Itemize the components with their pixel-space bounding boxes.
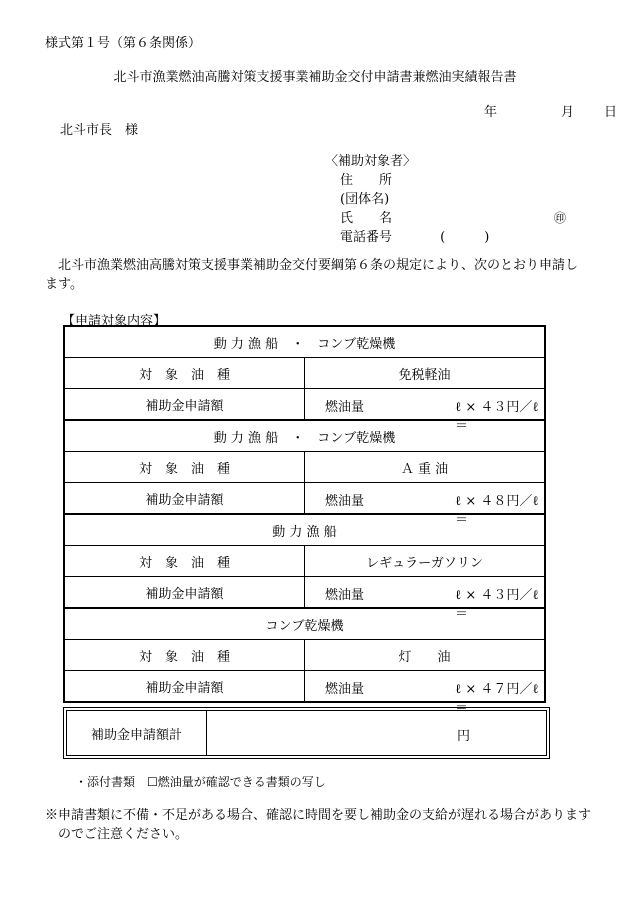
- date-day[interactable]: 日: [604, 105, 618, 120]
- formula: ℓ × ４３円／ℓ ＝: [455, 588, 552, 622]
- applicant-heading: 〈補助対象者〉: [325, 154, 417, 169]
- amount-label: 補助金申請額: [64, 671, 305, 703]
- block-header: 動 力 漁 船: [64, 514, 545, 546]
- fuel-type-label: 対 象 油 種: [64, 452, 305, 483]
- block-header: 動 力 漁 船 ・ コンブ乾燥機: [64, 420, 545, 452]
- fuel-type-value: Ａ 重 油: [305, 452, 546, 483]
- name-label: 氏 名: [340, 211, 393, 226]
- amount-field[interactable]: [305, 483, 552, 528]
- fuel-type-row: [64, 358, 545, 389]
- block-header: コンブ乾燥機: [64, 608, 545, 640]
- fuel-type-label: 対 象 油 種: [64, 358, 305, 389]
- fuel-type-value: レギュラーガソリン: [305, 546, 546, 577]
- fuel-type-value: 免税軽油: [305, 358, 546, 389]
- total-unit[interactable]: 円: [457, 729, 471, 744]
- amount-row: [64, 577, 545, 609]
- amount-label: 補助金申請額: [64, 577, 305, 609]
- form-number: 様式第１号（第６条関係）: [45, 36, 202, 51]
- qty-label: 燃油量: [325, 400, 365, 415]
- amount-field[interactable]: [305, 577, 552, 622]
- application-table: [63, 325, 552, 716]
- fuel-type-label: 対 象 油 種: [64, 546, 305, 577]
- address-label: 住 所: [340, 173, 393, 188]
- fuel-type-label: 対 象 油 種: [64, 640, 305, 671]
- fuel-type-value: 灯 油: [305, 640, 546, 671]
- block-header: 動 力 漁 船 ・ コンブ乾燥機: [64, 326, 545, 358]
- qty-label: 燃油量: [325, 682, 365, 697]
- date-line: [484, 101, 617, 120]
- addressee: 北斗市長 様: [60, 123, 139, 138]
- amount-row: [64, 389, 545, 421]
- section-label: 【申請対象内容】: [62, 314, 167, 329]
- formula: ℓ × ４７円／ℓ ＝: [455, 682, 552, 716]
- block-header-row: [64, 326, 545, 358]
- total-label: 補助金申請額計: [67, 711, 207, 755]
- applicant-block: [325, 152, 567, 247]
- phone-label: 電話番号: [340, 230, 393, 245]
- formula: ℓ × ４３円／ℓ ＝: [455, 400, 552, 434]
- amount-field[interactable]: [305, 389, 552, 434]
- group-label: (団体名): [340, 192, 390, 207]
- date-year[interactable]: 年: [484, 105, 498, 120]
- qty-label: 燃油量: [325, 588, 365, 603]
- amount-label: 補助金申請額: [64, 389, 305, 421]
- amount-label: 補助金申請額: [64, 483, 305, 515]
- amount-row: [64, 483, 545, 515]
- fuel-type-row: [64, 452, 545, 483]
- body-text: 北斗市漁業燃油高騰対策支援事業補助金交付要綱第６条の規定により、次のとおり申請します。: [45, 258, 579, 292]
- seal-icon: ㊞: [554, 211, 567, 225]
- formula: ℓ × ４８円／ℓ ＝: [455, 494, 552, 528]
- note-text: ※申請書類に不備・不足がある場合、確認に時間を要し補助金の支給が遅れる場合がありますのでご注意ください。: [45, 808, 592, 842]
- fuel-type-row: [64, 546, 545, 577]
- attachment-line: ・添付書類 ☐燃油量が確認できる書類の写し: [75, 775, 326, 789]
- name-row[interactable]: [325, 209, 567, 228]
- total-box: [63, 707, 550, 759]
- phone-row[interactable]: [325, 228, 489, 247]
- fuel-type-row: [64, 640, 545, 671]
- document-title: 北斗市漁業燃油高騰対策支援事業補助金交付申請書兼燃油実績報告書: [113, 70, 517, 85]
- amount-row: [64, 671, 545, 703]
- phone-paren: ( ): [440, 230, 490, 245]
- qty-label: 燃油量: [325, 494, 365, 509]
- amount-field[interactable]: [305, 671, 552, 716]
- date-month[interactable]: 月: [560, 105, 574, 120]
